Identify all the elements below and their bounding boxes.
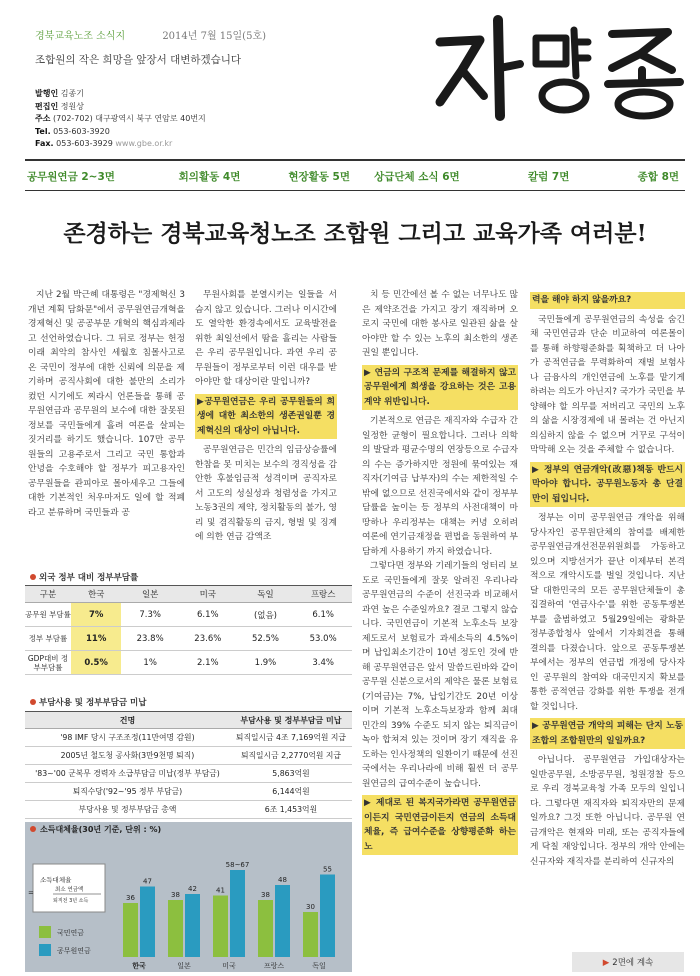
category-label: 독일 <box>312 962 326 970</box>
tel: 053-603-3920 <box>53 126 110 136</box>
row-label: 공무원 부담률 <box>25 603 71 627</box>
slogan: 조합원의 작은 희망을 앞장서 대변하겠습니다 <box>35 54 242 66</box>
paragraph: 정부는 이미 공무원연금 개악을 위해 당사자인 공무원단체의 참여를 배제한 공무원연금개선전문위원회를 가동하고 있으며 지방선거가 끝난 이제부터 본격적으로 개악시도를 벌일 것입니다. 지난달 대한민국의 모든 공무원단체들이 총 집결하여 '연금사수'를 위한 공동투쟁본부를 출범하였고 5월29일에는 광화문 정부종합청사 앞에서 기자회견을 통해 결의를 다졌습니다. 앞으로 공동투쟁본부에서는 정부의 연금법 개정에 당사자인 공무원의 참여와 대국민지지 확보를 통한 공적연금 강화를 위한 투쟁을 전개할 것입니다. <box>530 513 685 712</box>
cell: 2005년 철도청 공사화(3만9천명 퇴직) <box>25 747 230 765</box>
bar-civil-1 <box>185 894 200 957</box>
cell: 1.9% <box>237 651 295 675</box>
table-row <box>25 603 352 627</box>
continue-text: 2면에 계속 <box>612 958 654 968</box>
nav-pension[interactable]: 공무원연금 2~3면 <box>27 171 115 183</box>
fax-label: Fax. <box>35 139 54 148</box>
table1-title-text: 외국 정부 대비 정부부담률 <box>39 573 139 583</box>
paragraph: 국민들에게 공무원연금의 속성을 숨긴 채 국민연금과 단순 비교하여 여론몰이를 통해 하향평준화를 획책하고 더 나아가 공적연금을 무력화하여 재벌 보험사나 금융사의 개인연금에 노후를 맡기게 하려는 의도가 아닌지? 국가가 국민을 부양해야 할 의무를 저버리고 국민의 노후의 삶을 시장경제에 내 몰려는 건 아닌지 의심하지 않을 수 없으며 거꾸로 구석이 막막해 오는 것을 주체할 수 없습니다. <box>530 314 685 455</box>
cell: 23.6% <box>179 627 237 651</box>
cell: '98 IMF 당시 구조조정(11만여명 감원) <box>25 729 230 747</box>
bar-national-4 <box>303 912 318 957</box>
bar-national-3 <box>258 900 273 957</box>
value-label: 47 <box>143 877 152 886</box>
bar-civil-3 <box>275 885 290 957</box>
category-label: 한국 <box>132 962 146 970</box>
cell: 1% <box>121 651 179 675</box>
bar-national-2 <box>213 896 228 958</box>
table-row <box>25 783 352 801</box>
table-row <box>25 729 352 747</box>
subheading: ▶ 제대로 된 복지국가라면 공무원연금 이든지 국민연금이든지 연금의 소득대체율, 즉 급여수준을 상향평준화 하는 노 <box>362 795 518 855</box>
formula-box <box>28 864 105 912</box>
nav-field[interactable]: 현장활동 5면 <box>288 171 351 183</box>
cell: 7.3% <box>121 603 179 627</box>
cell: (없음) <box>237 603 295 627</box>
table-row <box>25 801 352 819</box>
formula-label: 소득대체율 <box>40 876 72 884</box>
value-label: 58~67 <box>225 861 250 869</box>
subheading: ▶공무원연금은 우리 공무원들의 희생에 대한 최소한의 생존권일뿐 경제혁신의 대상이 아닙니다. <box>195 394 337 440</box>
table1-title <box>30 571 138 583</box>
bar-civil-0 <box>140 887 155 958</box>
cell: 23.8% <box>121 627 179 651</box>
publisher-name: 김종기 <box>60 89 84 98</box>
formula-numerator: 최소 연금액 <box>55 887 84 893</box>
legend <box>39 926 91 956</box>
address: (702-702) 대구광역시 북구 연암로 40번지 <box>53 114 206 123</box>
editor-name: 정원상 <box>60 101 84 111</box>
value-label: 55 <box>323 865 332 874</box>
burden-rate-table <box>25 585 352 675</box>
chart-svg <box>25 822 352 972</box>
legend-label-civil: 공무원연금 <box>57 947 91 955</box>
cell: 퇴직일시금 2,2770억원 지급 <box>230 747 352 765</box>
section-nav <box>25 159 685 191</box>
cell: 6.1% <box>294 603 352 627</box>
cell: 6.1% <box>179 603 237 627</box>
subheading: ▶ 정부의 연금개악(改惡)책동 반드시 막아야 합니다. 공무원노동자 총 단결만이 됩입니다. <box>530 462 685 508</box>
cell: 5,863억원 <box>230 765 352 783</box>
paragraph: 지난 2월 박근혜 대통령은 "경제혁신 3개년 계획 담화문"에서 공무원연금개혁을 경제혁신 및 공공부문 개혁의 핵심과제라고 선언하였습니다. 그 뒤로 정부는 헌정 이래 최악의 참사인 세월호 침몰사고로 온 국민이 정부에 대한 신뢰에 의문을 제기하며 공직사회에 대한 불만의 소리가 컸던 시기에도 찌라시 언론들을 통해 공무원연금과 공무원의 보수에 대한 잘못된 정보를 국민들에게 흘려 여론을 살피는 짓거리를 하기도 했습니다. 107만 공무원들의 고용주로서 그리고 국민 통합과 안녕을 수호해야 할 정부가 피고용자인 공무원들을 관피아로 몰아세우고 그들에 대한 기본적인 처우마저도 일에 할 적폐라고 분류하며 국민들과 공 <box>28 290 185 518</box>
value-label: 30 <box>306 903 315 911</box>
bar-civil-4 <box>320 875 335 958</box>
cell-korea: 7% <box>71 603 121 627</box>
continue-note <box>572 952 684 972</box>
column-header: 독일 <box>237 586 295 603</box>
website[interactable]: www.gbe.or.kr <box>115 139 173 148</box>
column-header: 건명 <box>25 712 230 729</box>
nav-column[interactable]: 칼럼 7면 <box>527 171 570 183</box>
subheading: 력을 해야 하지 않을까요? <box>530 292 685 309</box>
column-header: 일본 <box>121 586 179 603</box>
column-header: 한국 <box>71 586 121 603</box>
bullet-icon <box>30 826 36 832</box>
publication-name: 경북교육노조 소식지 <box>35 31 126 42</box>
subheading: ▶ 연금의 구조적 문제를 해결하지 않고 공무원에게 희생을 강요하는 것은 고용계약 위반입니다. <box>362 365 518 411</box>
legend-label-national: 국민연금 <box>57 929 85 937</box>
paragraph: 그렇다면 정부와 기레기들의 엉터리 보도로 국민들에게 잘못 알려진 우리나라 공무원연금의 수준이 선진국과 비교해서 과연 높은 수준일까요? 결코 그렇지 않습니다. 국민연금이 기본적 노후소득 보장제도로서 보험료가 과세소득의 4.5%이며 납입최소기간이 10년 정도인 것에 반해 공무원연금은 앞서 말씀드린바와 같이 공무원 신분으로서의 제약은 물론 보험료(기여금)는 7%, 납입기간도 20년 이상이며 기본적 노후소득보장과 함께 최대 민간의 39% 수준도 되지 않는 퇴직금이 녹아 합쳐져 있는 것이며 장기 재직을 유도하는 인사정책의 일환이기 때문에 선진국에서는 우리나라에 비해 훨씬 더 공무원연금의 급여수준이 높습니다. <box>362 561 518 789</box>
cell-korea: 0.5% <box>71 651 121 675</box>
value-label: 38 <box>261 891 270 899</box>
legend-swatch-civil <box>39 944 51 956</box>
cell: 52.5% <box>237 627 295 651</box>
logo-calligraphy <box>440 20 680 116</box>
cell: 퇴직수당('92~'95 정부 부담금) <box>25 783 230 801</box>
paragraph: 무원사회를 분열시키는 일들을 서슴지 않고 있습니다. 그러나 이시간에도 열악한 환경속에서도 교육발전을 위한 최일선에서 땀을 흘리는 사람들은 우리 공무원입니다. 과연 우리 공무원들이 정부로부터 이런 대우를 받아야만 할 대상이란 말입니까? <box>195 290 337 387</box>
tel-label: Tel. <box>35 126 51 136</box>
table-row <box>25 765 352 783</box>
table-row <box>25 747 352 765</box>
nav-upper-org[interactable]: 상급단체 소식 6면 <box>374 171 460 183</box>
column-header: 프랑스 <box>294 586 352 603</box>
cell: '83~'00 군복무 경력자 소급부담금 미납(정부 부담금) <box>25 765 230 783</box>
column-header: 부담사용 및 정부부담금 미납 <box>230 712 352 729</box>
value-label: 38 <box>171 891 180 899</box>
headline: 존경하는 경북교육청노조 조합원 그리고 교육가족 여러분! <box>63 220 647 247</box>
cell: 부당사용 및 정부부담금 총액 <box>25 801 230 819</box>
column-header: 미국 <box>179 586 237 603</box>
row-label: GDP대비 정부부담률 <box>25 651 71 675</box>
publisher-label: 발행인 <box>35 89 59 98</box>
paragraph: 치 등 민간에선 볼 수 없는 너무나도 많은 제약조건을 가지고 장기 재직하며 오로지 국민에 대한 봉사로 일관된 삶을 살아야만 할 수 있는 노후의 최소한의 생존권일 뿐입니다. <box>362 290 518 358</box>
value-label: 42 <box>188 885 197 893</box>
issue-date: 2014년 7월 15일(5호) <box>162 31 267 42</box>
column-header: 구분 <box>25 586 71 603</box>
table2-title <box>30 696 146 708</box>
category-label: 프랑스 <box>263 962 285 970</box>
logo <box>428 10 690 122</box>
article-column-2 <box>195 288 337 568</box>
cell: 3.4% <box>294 651 352 675</box>
formula-denominator: 퇴직전 3년 소득 <box>53 898 89 904</box>
cell-korea: 11% <box>71 627 121 651</box>
nav-general[interactable]: 종합 8면 <box>637 171 680 183</box>
masthead <box>0 0 700 160</box>
bullet-icon <box>30 574 36 580</box>
nav-meetings[interactable]: 회의활동 4면 <box>178 171 241 183</box>
publication-line <box>35 27 266 42</box>
unpaid-burden-table <box>25 711 352 819</box>
paragraph: 공무원연금은 민간의 임금상승률에 한참을 못 미치는 보수의 경직성을 감안한 후불임금적 성격이며 공직자로서 고도의 성실성과 청렴성을 가지고 노동3권의 제약, 정치활동의 불가, 영리 및 겸직활동의 금지, 형벌 및 징계에 의한 연금 감액조 <box>195 445 337 542</box>
value-label: 41 <box>216 886 225 895</box>
table2-title-text: 부담사용 및 정부부담금 미납 <box>39 698 147 708</box>
subheading: ▶ 공무원연금 개악의 피해는 단지 노동조합의 조합원만의 일일까요? <box>530 718 685 749</box>
chart-bars <box>123 861 335 970</box>
equals-sign: = <box>28 889 34 897</box>
fax: 053-603-3929 <box>56 139 113 148</box>
cell: 53.0% <box>294 627 352 651</box>
row-label: 정부 부담률 <box>25 627 71 651</box>
bar-national-1 <box>168 900 183 957</box>
editor-label: 편집인 <box>35 101 59 111</box>
cell: 퇴직일시금 4조 7,169억원 지급 <box>230 729 352 747</box>
bar-national-0 <box>123 903 138 957</box>
category-label: 일본 <box>177 962 191 970</box>
table-row <box>25 627 352 651</box>
value-label: 36 <box>126 894 135 902</box>
legend-swatch-national <box>39 926 51 938</box>
cell: 6,144억원 <box>230 783 352 801</box>
replacement-rate-chart <box>25 822 352 972</box>
bullet-icon <box>30 699 36 705</box>
bar-civil-2 <box>230 870 245 957</box>
category-label: 미국 <box>222 962 236 970</box>
article-column-1 <box>28 288 185 568</box>
paragraph: 아닙니다. 공무원연금 가입대상자는 일반공무원, 소방공무원, 청원경찰 등으로 우리 경북교육청 가족 모두의 일입니다. 그렇다면 재직자와 퇴직자만의 문제일까요? 그것 또한 아닙니다. 공무원 연금개악은 현재와 미래, 또는 공직자들에게 닥칠 재앙입니다. 정부의 개악 안에는 신규자와 재직자를 분리하여 신규자의 <box>530 755 685 867</box>
triangle-icon: ▶ <box>602 958 610 968</box>
value-label: 48 <box>278 876 287 884</box>
table-row <box>25 651 352 675</box>
publisher-info <box>35 88 206 151</box>
article-column-3 <box>362 288 518 948</box>
chart-title: 소득대체율(30년 기준, 단위 : %) <box>40 825 162 834</box>
address-label: 주소 <box>35 114 51 123</box>
cell: 6조 1,453억원 <box>230 801 352 819</box>
paragraph: 기본적으로 연금은 재직자와 수급자 간 일정한 균형이 필요합니다. 그러나 의학의 발달과 평균수명의 연장등으로 수급자의 수는 증가하지만 정원에 묶여있는 재직자(기여금 납부자)의 수는 제한적일 수 밖에 없으므로 선진국에서와 같이 정부부담률을 높이는 등 정부의 사전대책이 마땅하나 우리정부는 대책는 커녕 오히려 여론에 연기금재정을 편법을 동원하여 부담하게 사용하기 까지 하였습니다. <box>362 416 518 557</box>
cell: 2.1% <box>179 651 237 675</box>
article-column-4 <box>530 288 685 948</box>
